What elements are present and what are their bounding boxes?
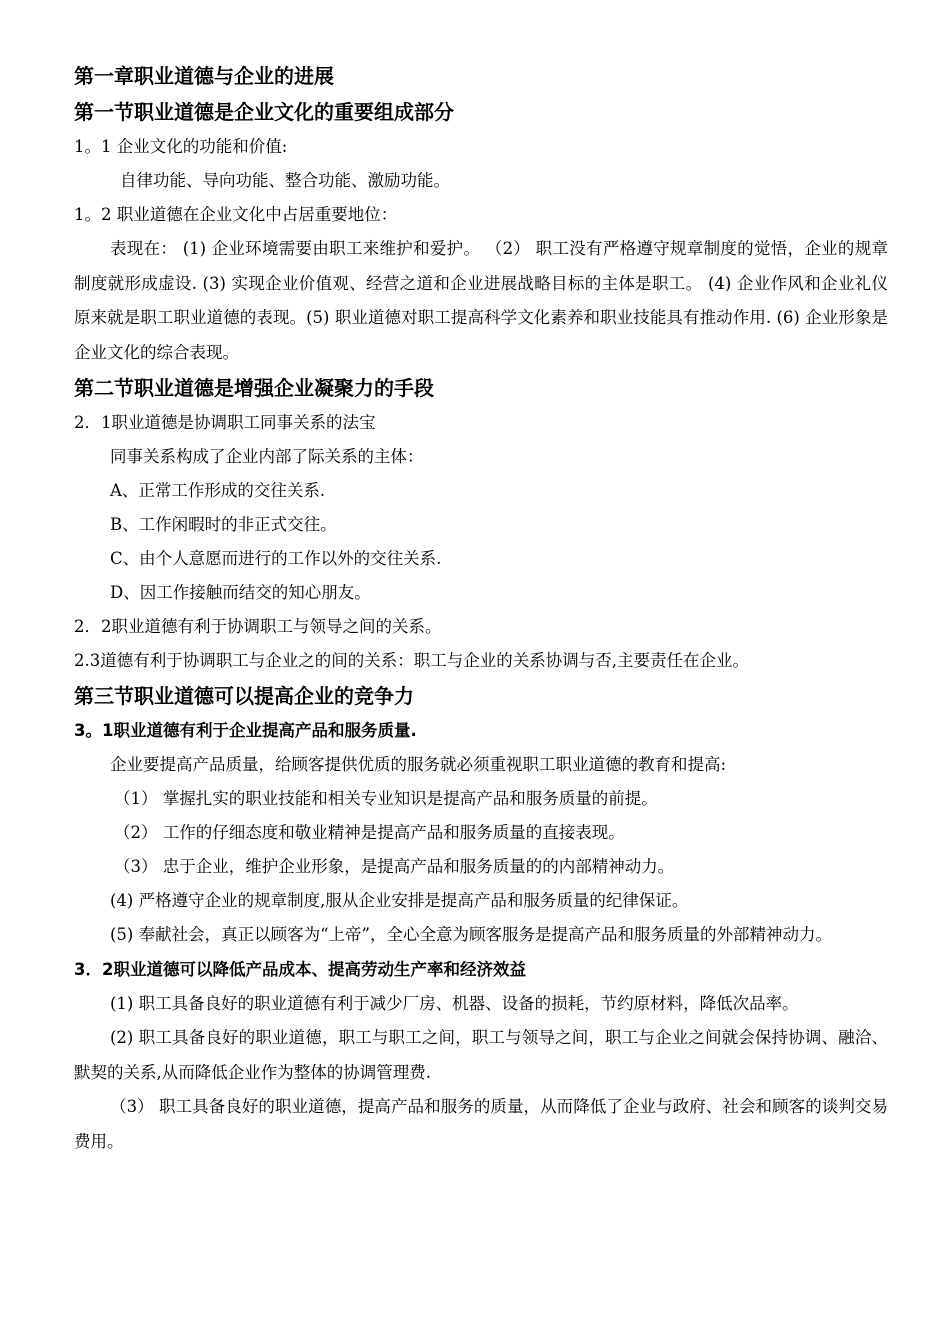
chapter-title: 第一章职业道德与企业的进展 [74, 64, 334, 88]
section-3-1-item-3: （3） 忠于企业，维护企业形象，是提高产品和服务质量的的内部精神动力。 [114, 857, 675, 876]
section-3-1-item-5: (5) 奉献社会，真正以顾客为“上帝”，全心全意为顾客服务是提高产品和服务质量的外部精神动力。 [110, 925, 832, 944]
section-2-3: 2.3道德有利于协调职工与企业之的间的关系：职工与企业的关系协调与否,主要责任在企业。 [74, 651, 749, 670]
section-1-title: 第一节职业道德是企业文化的重要组成部分 [74, 100, 454, 124]
section-3-2-item-3: （3） 职工具备良好的职业道德，提高产品和服务的质量，从而降低了企业与政府、社会和顾客的谈判交易费用。 [74, 1097, 888, 1151]
section-2-1-heading: 2．1职业道德是协调职工同事关系的法宝 [74, 413, 376, 432]
section-3-1-item-1: （1） 掌握扎实的职业技能和相关专业知识是提高产品和服务质量的前提。 [114, 789, 658, 808]
section-1-1-body: 自律功能、导向功能、整合功能、激励功能。 [120, 171, 450, 190]
section-2-2: 2．2职业道德有利于协调职工与领导之间的关系。 [74, 617, 442, 636]
list-item-c: C、由个人意愿而进行的工作以外的交往关系. [110, 549, 442, 568]
section-3-2-item-2: (2) 职工具备良好的职业道德，职工与职工之间，职工与领导之间，职工与企业之间就会保持协调、融洽、默契的关系,从而降低企业作为整体的协调管理费. [74, 1028, 888, 1082]
section-3-1-item-2: （2） 工作的仔细态度和敬业精神是提高产品和服务质量的直接表现。 [114, 823, 625, 842]
section-1-1-heading: 1。1 企业文化的功能和价值: [74, 137, 288, 156]
list-item-a: A、正常工作形成的交往关系. [110, 481, 326, 500]
section-2-1-intro: 同事关系构成了企业内部了际关系的主体： [110, 447, 424, 466]
section-1-2-body: 表现在： (1) 企业环境需要由职工来维护和爱护。 （2） 职工没有严格遵守规章制度的觉悟，企业的规章制度就形成虚设. (3) 实现企业价值观、经营之道和企业进展战略目标的主体是职工。 (4) 企业作风和企业礼仪原来就是职工职业道德的表现。(5) 职业道德对职工提高科学文化素养和职业技能具有推动作用. (6) 企业形象是企业文化的综合表现。 [74, 239, 888, 362]
section-2-title: 第二节职业道德是增强企业凝聚力的手段 [74, 376, 434, 400]
section-3-1-item-4: (4) 严格遵守企业的规章制度,服从企业安排是提高产品和服务质量的纪律保证。 [110, 891, 689, 910]
section-3-2-item-1: (1) 职工具备良好的职业道德有利于减少厂房、机器、设备的损耗，节约原材料，降低次品率。 [110, 993, 799, 1013]
section-3-title: 第三节职业道德可以提高企业的竞争力 [74, 684, 414, 708]
list-item-b: B、工作闲暇时的非正式交往。 [110, 515, 337, 534]
section-3-2-heading: 3．2职业道德可以降低产品成本、提高劳动生产率和经济效益 [74, 959, 526, 979]
section-1-2-heading: 1。2 职业道德在企业文化中占居重要地位： [74, 205, 398, 224]
section-3-1-heading: 3。1职业道德有利于企业提高产品和服务质量. [74, 721, 417, 740]
section-3-1-intro: 企业要提高产品质量，给顾客提供优质的服务就必须重视职工职业道德的教育和提高: [110, 755, 727, 774]
list-item-d: D、因工作接触而结交的知心朋友。 [110, 583, 371, 602]
